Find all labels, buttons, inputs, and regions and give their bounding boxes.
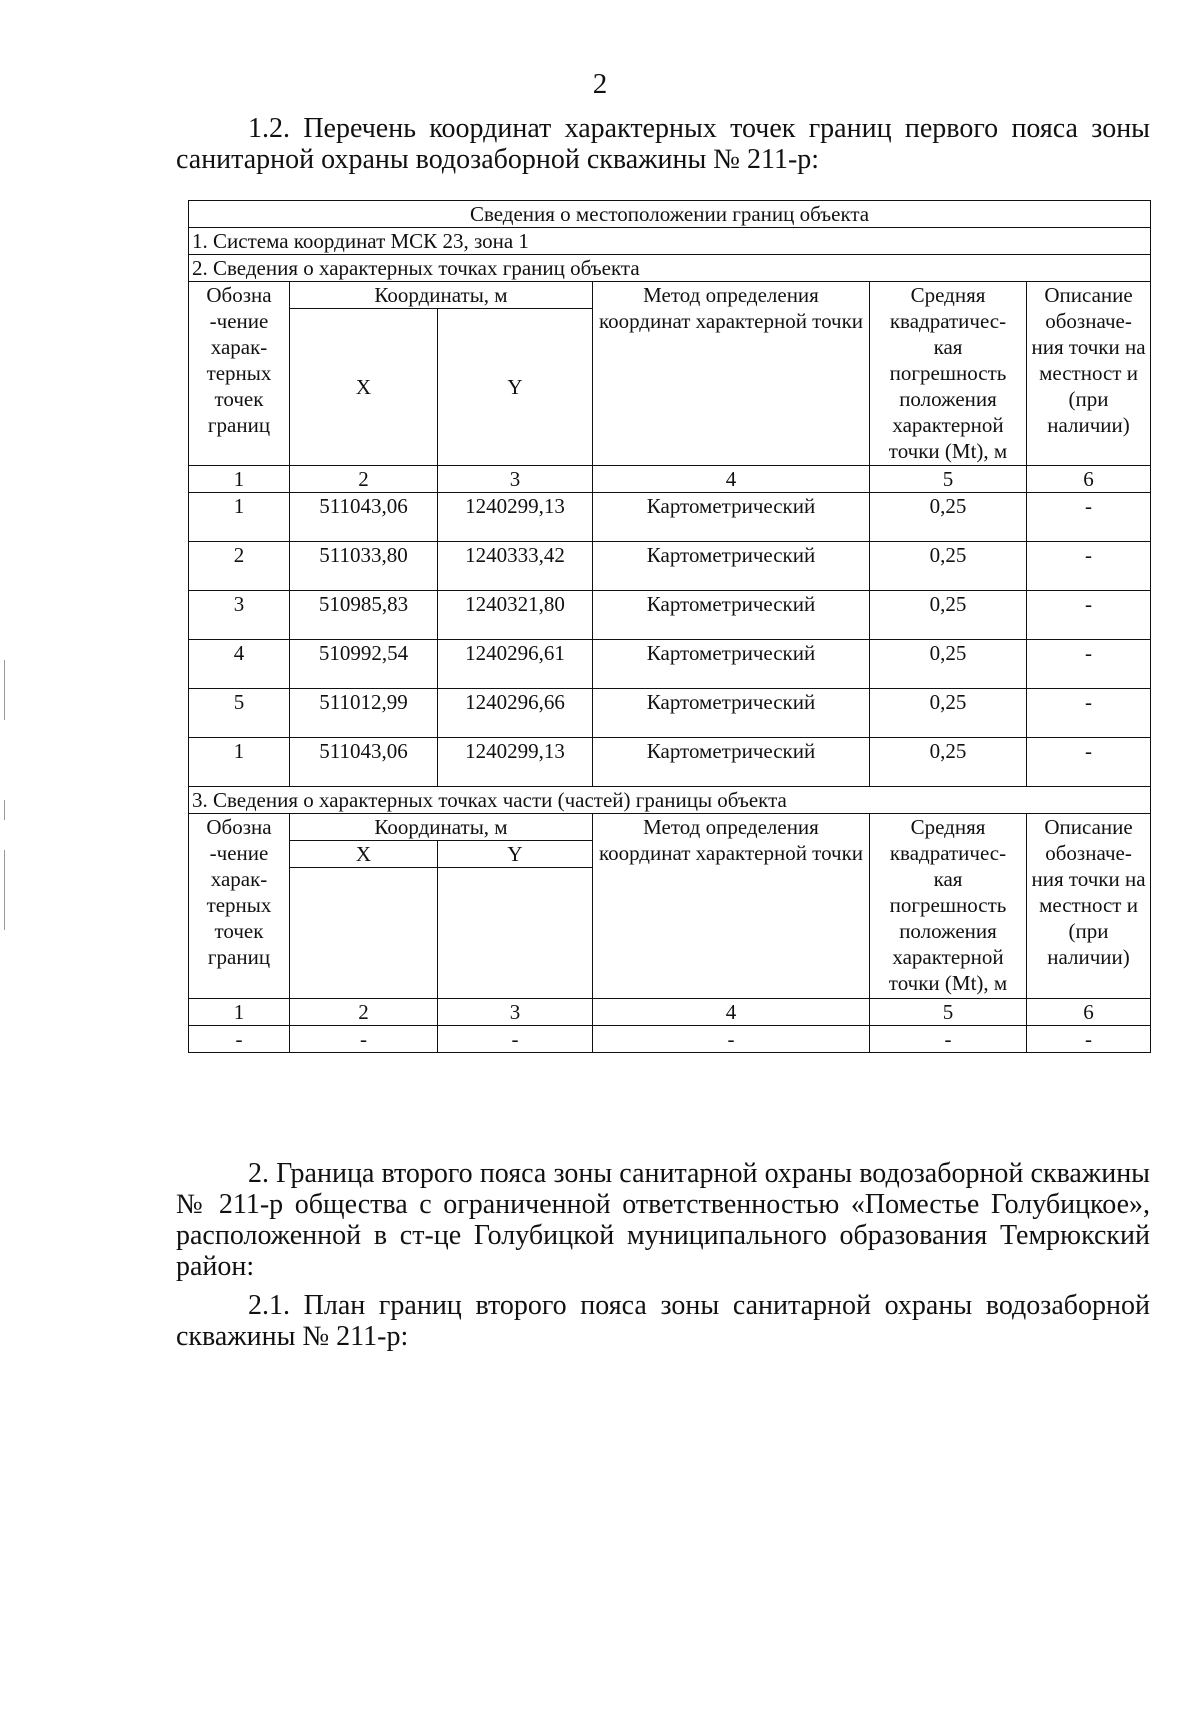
- table-row: [189, 591, 1151, 640]
- paragraph-2-text: 2. Граница второго пояса зоны санитарной охраны водозаборной скважины № 211-р общества с ограниченной ответственностью «Поместье Голубицкое», расположенной в ст-це Голубицкой муниципального образования Темрюкский район:: [176, 1158, 1150, 1282]
- cell-y: 1240296,66: [438, 689, 593, 738]
- header-designation: Обозна -чение харак- терных точек границ: [189, 814, 290, 999]
- section-2-label: 2. Сведения о характерных точках границ объекта: [189, 255, 1151, 282]
- table-title: Сведения о местоположении границ объекта: [189, 201, 1151, 228]
- cell-description: -: [1027, 689, 1151, 738]
- column-number: 3: [438, 999, 593, 1026]
- cell-dash: -: [593, 1026, 870, 1053]
- header-x: X: [290, 309, 438, 466]
- cell-point: 3: [189, 591, 290, 640]
- cell-x: 511033,80: [290, 542, 438, 591]
- cell-y: 1240321,80: [438, 591, 593, 640]
- column-number: 1: [189, 466, 290, 493]
- cell-x: 511012,99: [290, 689, 438, 738]
- column-number: 3: [438, 466, 593, 493]
- cell-y: 1240299,13: [438, 738, 593, 787]
- cell-error: 0,25: [870, 493, 1027, 542]
- header-method: Метод определения координат характерной точки: [593, 814, 870, 999]
- coordinates-table: [188, 200, 1151, 1053]
- cell-method: Картометрический: [593, 542, 870, 591]
- column-number: 5: [870, 999, 1027, 1026]
- cell-description: -: [1027, 591, 1151, 640]
- column-number: 2: [290, 999, 438, 1026]
- scan-margin-mark: [4, 800, 5, 820]
- cell-method: Картометрический: [593, 689, 870, 738]
- cell-point: 4: [189, 640, 290, 689]
- empty-cell: [290, 868, 438, 999]
- table-row: [189, 689, 1151, 738]
- empty-cell: [438, 868, 593, 999]
- section-3-label: 3. Сведения о характерных точках части (частей) границы объекта: [189, 787, 1151, 814]
- table-row: [189, 640, 1151, 689]
- cell-y: 1240299,13: [438, 493, 593, 542]
- cell-error: 0,25: [870, 640, 1027, 689]
- header-coordinates: Координаты, м: [290, 814, 593, 841]
- column-number: 4: [593, 999, 870, 1026]
- heading-paragraph-text: 1.2. Перечень координат характерных точек границ первого пояса зоны санитарной охраны водозаборной скважины № 211-р:: [176, 113, 1150, 175]
- header-description: Описание обозначе- ния точки на местност и (при наличии): [1027, 282, 1151, 466]
- header-error: Средняя квадратичес- кая погрешность положения характерной точки (Mt), м: [870, 282, 1027, 466]
- paragraph-2-1: [176, 1290, 1150, 1352]
- table-row: [189, 542, 1151, 591]
- paragraph-2: [176, 1158, 1150, 1282]
- table-row: [189, 493, 1151, 542]
- heading-paragraph: [176, 113, 1150, 175]
- cell-dash: -: [189, 1026, 290, 1053]
- cell-dash: -: [438, 1026, 593, 1053]
- header-description: Описание обозначе- ния точки на местност и (при наличии): [1027, 814, 1151, 999]
- cell-y: 1240333,42: [438, 542, 593, 591]
- column-number: 6: [1027, 466, 1151, 493]
- column-number: 4: [593, 466, 870, 493]
- header-designation: Обозна -чение харак- терных точек границ: [189, 282, 290, 466]
- scan-margin-mark: [4, 660, 5, 720]
- scan-margin-mark: [4, 850, 5, 930]
- cell-y: 1240296,61: [438, 640, 593, 689]
- cell-x: 511043,06: [290, 738, 438, 787]
- page-number: 2: [592, 68, 608, 100]
- cell-error: 0,25: [870, 542, 1027, 591]
- header-x: X: [290, 841, 438, 868]
- table-row: [189, 738, 1151, 787]
- cell-error: 0,25: [870, 591, 1027, 640]
- cell-description: -: [1027, 640, 1151, 689]
- cell-dash: -: [1027, 1026, 1151, 1053]
- cell-dash: -: [290, 1026, 438, 1053]
- column-number: 2: [290, 466, 438, 493]
- section-1-label: 1. Система координат МСК 23, зона 1: [189, 228, 1151, 255]
- cell-x: 510985,83: [290, 591, 438, 640]
- header-coordinates: Координаты, м: [290, 282, 593, 309]
- cell-method: Картометрический: [593, 591, 870, 640]
- header-y: Y: [438, 309, 593, 466]
- header-error: Средняя квадратичес- кая погрешность положения характерной точки (Mt), м: [870, 814, 1027, 999]
- cell-method: Картометрический: [593, 640, 870, 689]
- header-y: Y: [438, 841, 593, 868]
- column-number: 1: [189, 999, 290, 1026]
- cell-point: 2: [189, 542, 290, 591]
- cell-error: 0,25: [870, 738, 1027, 787]
- cell-method: Картометрический: [593, 738, 870, 787]
- paragraph-2-1-text: 2.1. План границ второго пояса зоны санитарной охраны водозаборной скважины № 211-р:: [176, 1290, 1150, 1352]
- column-number: 6: [1027, 999, 1151, 1026]
- cell-point: 1: [189, 738, 290, 787]
- header-method: Метод определения координат характерной точки: [593, 282, 870, 466]
- cell-method: Картометрический: [593, 493, 870, 542]
- cell-description: -: [1027, 493, 1151, 542]
- column-number-row: [189, 999, 1151, 1026]
- cell-error: 0,25: [870, 689, 1027, 738]
- column-number: 5: [870, 466, 1027, 493]
- column-number-row: [189, 466, 1151, 493]
- cell-point: 5: [189, 689, 290, 738]
- table-row: [189, 1026, 1151, 1053]
- cell-point: 1: [189, 493, 290, 542]
- cell-x: 510992,54: [290, 640, 438, 689]
- cell-dash: -: [870, 1026, 1027, 1053]
- cell-x: 511043,06: [290, 493, 438, 542]
- cell-description: -: [1027, 738, 1151, 787]
- cell-description: -: [1027, 542, 1151, 591]
